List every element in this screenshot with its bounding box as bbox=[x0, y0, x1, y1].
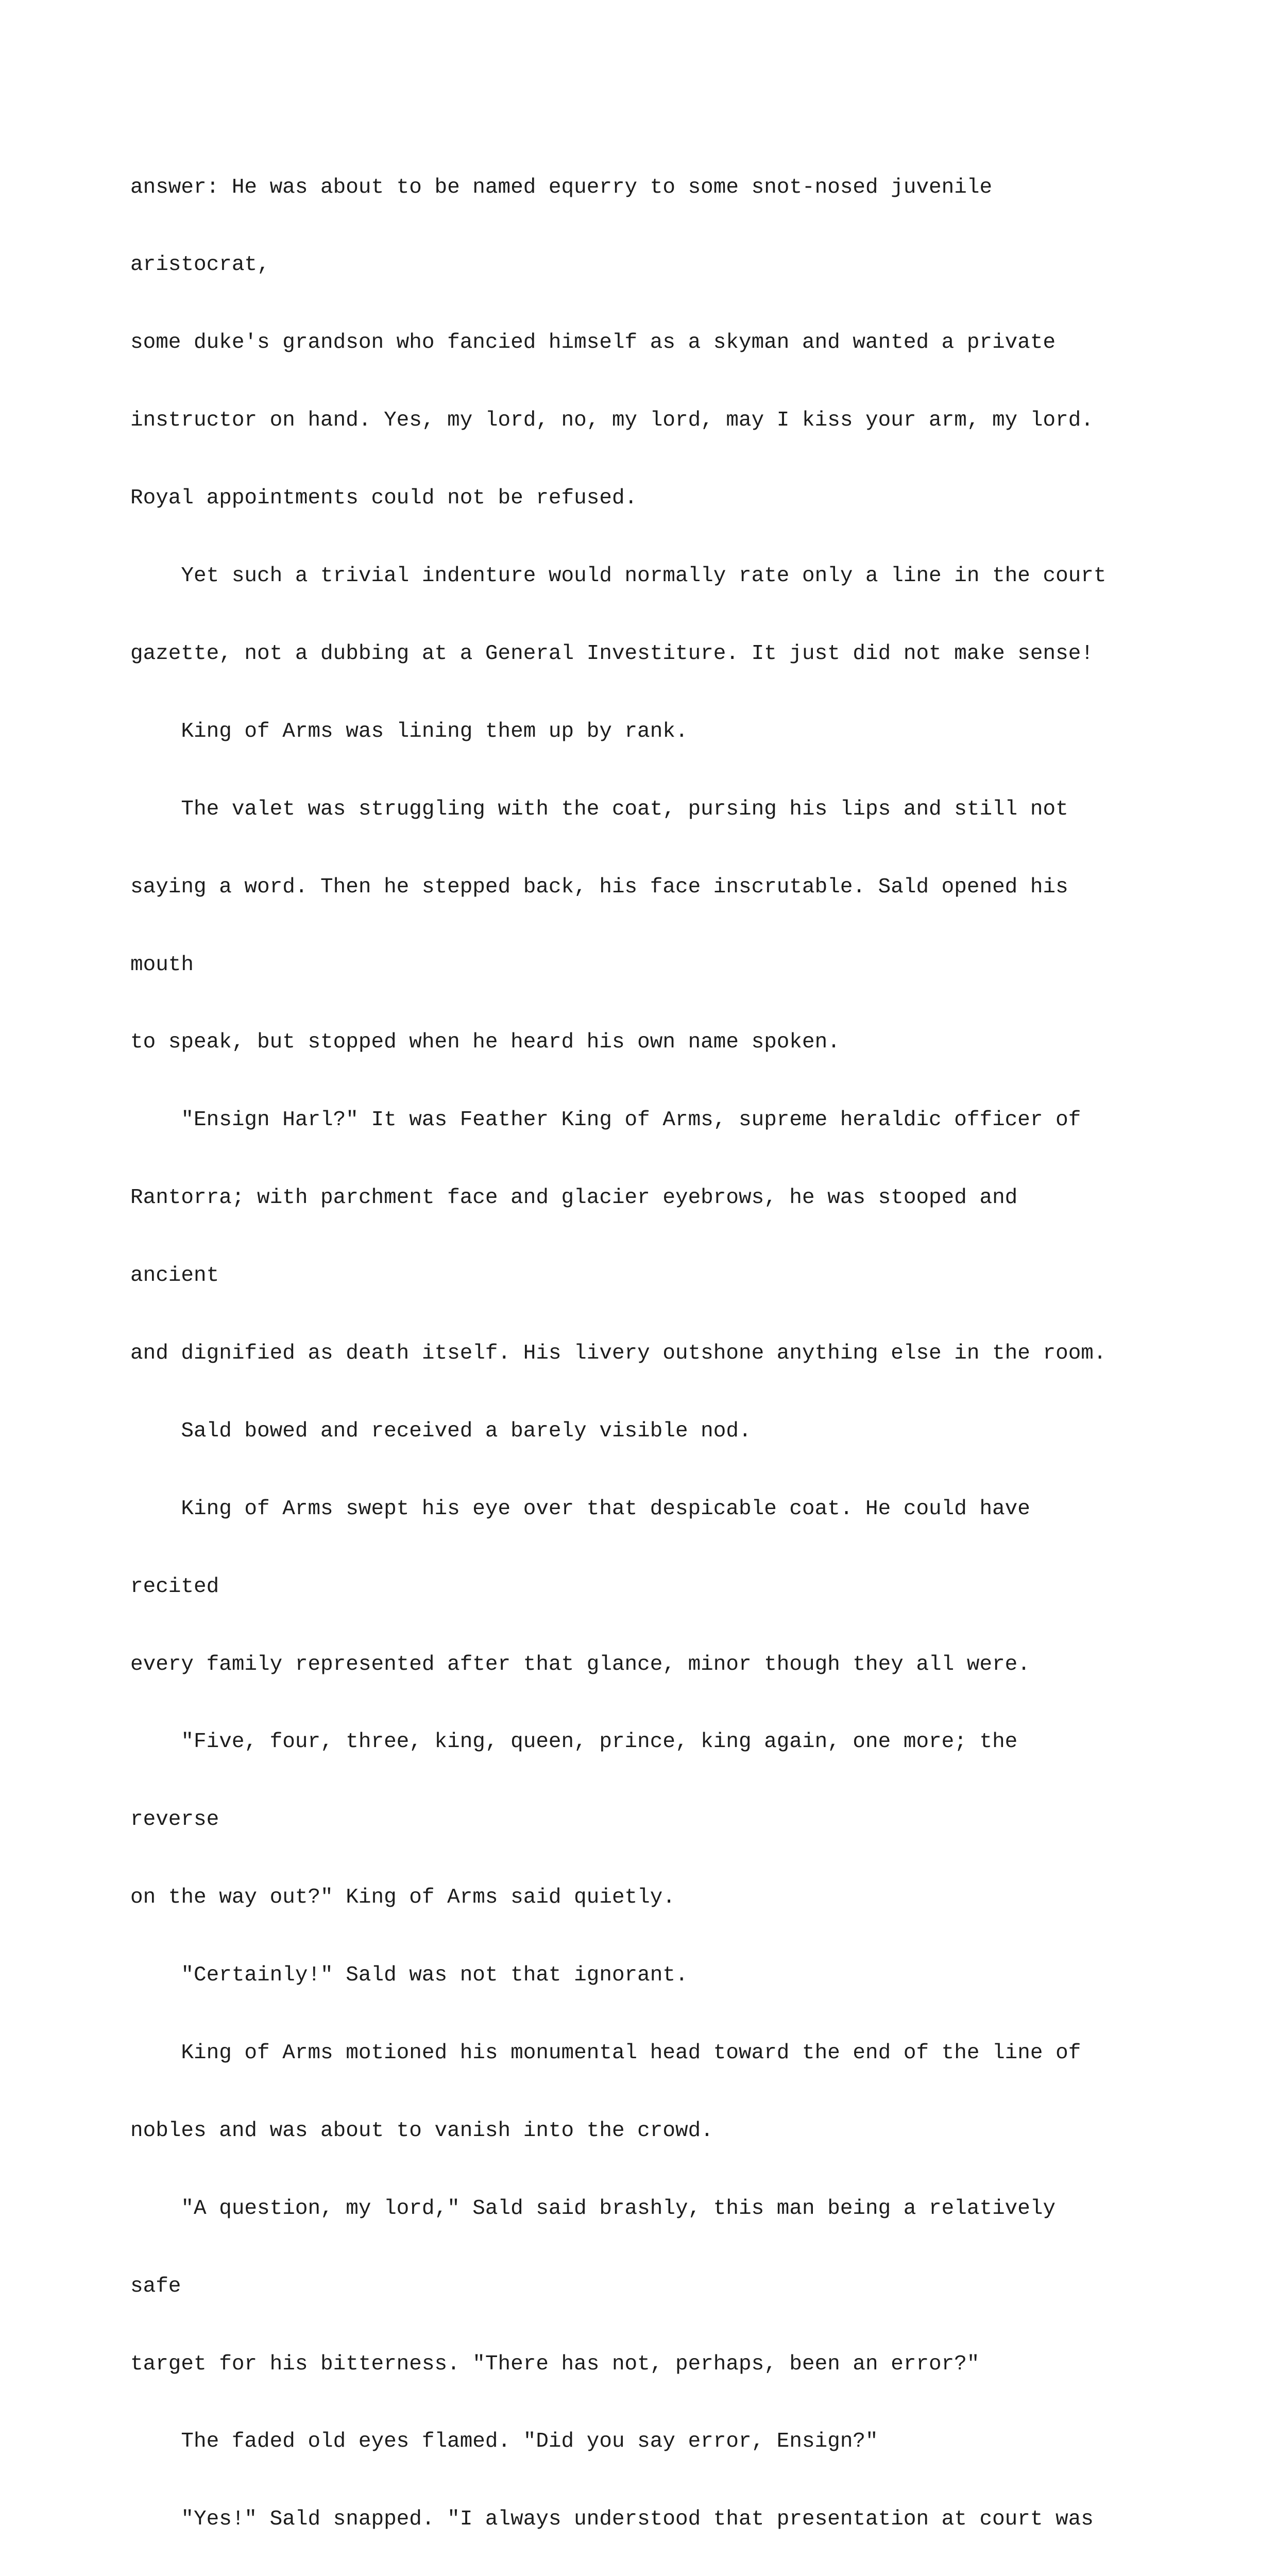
text-line: safe bbox=[130, 2274, 181, 2298]
text-line: gazette, not a dubbing at a General Investiture. It just did not make sense! bbox=[130, 641, 1094, 666]
body-text bbox=[130, 123, 1264, 2576]
text-line: Yet such a trivial indenture would normally rate only a line in the court bbox=[130, 564, 1106, 588]
text-line: "Five, four, three, king, queen, prince, king again, one more; the bbox=[130, 1730, 1018, 1754]
text-line: The valet was struggling with the coat, pursing his lips and still not bbox=[130, 797, 1068, 821]
text-line: instructor on hand. Yes, my lord, no, my lord, may I kiss your arm, my lord. bbox=[130, 409, 1094, 433]
text-line: King of Arms was lining them up by rank. bbox=[130, 719, 688, 743]
text-line: every family represented after that glance, minor though they all were. bbox=[130, 1652, 1030, 1676]
text-line: mouth bbox=[130, 953, 194, 977]
text-line: The faded old eyes flamed. "Did you say error, Ensign?" bbox=[130, 2430, 878, 2454]
text-line: reverse bbox=[130, 1808, 219, 1832]
text-line: some duke's grandson who fancied himself as a skyman and wanted a private bbox=[130, 331, 1056, 355]
text-line: "A question, my lord," Sald said brashly, this man being a relatively bbox=[130, 2196, 1056, 2221]
text-line: answer: He was about to be named equerry to some snot-nosed juvenile bbox=[130, 175, 993, 199]
text-line: "Yes!" Sald snapped. "I always understood that presentation at court was bbox=[130, 2507, 1094, 2532]
text-line: saying a word. Then he stepped back, his face inscrutable. Sald opened his bbox=[130, 875, 1068, 899]
text-line: King of Arms swept his eye over that despicable coat. He could have bbox=[130, 1497, 1030, 1521]
text-line: Sald bowed and received a barely visible nod. bbox=[130, 1419, 752, 1443]
text-line: to speak, but stopped when he heard his own name spoken. bbox=[130, 1030, 840, 1055]
text-line: aristocrat, bbox=[130, 253, 270, 277]
text-line: recited bbox=[130, 1574, 219, 1599]
text-line: "Certainly!" Sald was not that ignorant. bbox=[130, 1963, 688, 1988]
text-line: ancient bbox=[130, 1264, 219, 1288]
text-line: target for his bitterness. "There has not, perhaps, been an error?" bbox=[130, 2352, 980, 2376]
text-line: and dignified as death itself. His livery outshone anything else in the room. bbox=[130, 1341, 1106, 1365]
text-line: Rantorra; with parchment face and glacier eyebrows, he was stooped and bbox=[130, 1186, 1018, 1210]
text-line: "Ensign Harl?" It was Feather King of Arms, supreme heraldic officer of bbox=[130, 1108, 1081, 1132]
text-line: King of Arms motioned his monumental head toward the end of the line of bbox=[130, 2041, 1081, 2065]
text-line: nobles and was about to vanish into the crowd. bbox=[130, 2119, 713, 2143]
text-line: Royal appointments could not be refused. bbox=[130, 486, 638, 511]
text-line: on the way out?" King of Arms said quietly. bbox=[130, 1886, 675, 1910]
